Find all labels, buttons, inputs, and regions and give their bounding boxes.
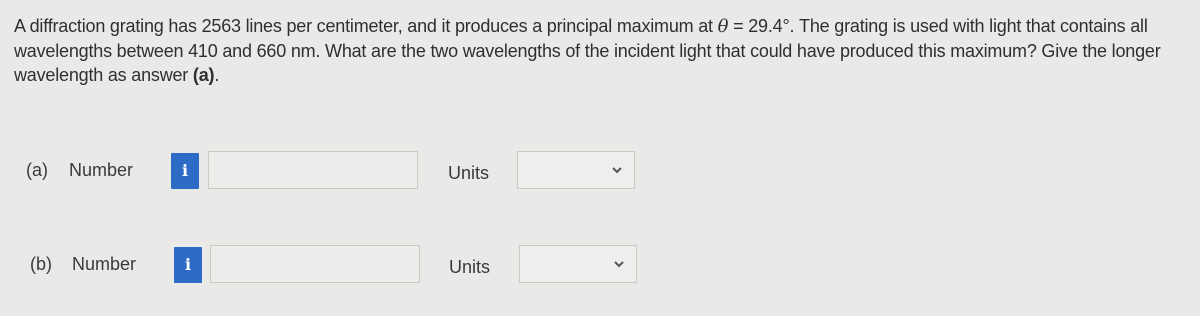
units-label-b: Units [449,257,491,277]
question-part1: A diffraction grating has 2563 lines per centimeter, and it produces a principal maximum at [14,16,718,36]
units-label-a: Units [448,163,490,183]
question-part2: = 29.4°. The grating is used with light that contains all wavelengths between 410 and 660 nm. What are the two wavelengths of the incident light that could have produced this maximum? Give the longer wavelength as answer [14,16,1161,85]
question-part3: . [214,65,220,85]
info-icon[interactable]: i [174,247,202,283]
number-input-b[interactable] [210,245,420,283]
chevron-down-icon [614,259,624,269]
number-label-b: Number [72,254,137,274]
answer-row-a [0,151,1200,191]
units-select-b[interactable] [519,245,637,283]
theta-symbol: θ [717,16,729,37]
number-input-a[interactable] [208,151,418,189]
number-label-a: Number [69,160,134,180]
answer-row-b [0,245,1200,285]
info-icon[interactable]: i [171,153,199,189]
chevron-down-icon [612,165,622,175]
part-label-b: (b) [30,254,52,274]
part-label-a: (a) [26,160,48,180]
question-text [14,14,1184,87]
units-select-a[interactable] [517,151,635,189]
question-part-bold: (a) [192,65,215,85]
